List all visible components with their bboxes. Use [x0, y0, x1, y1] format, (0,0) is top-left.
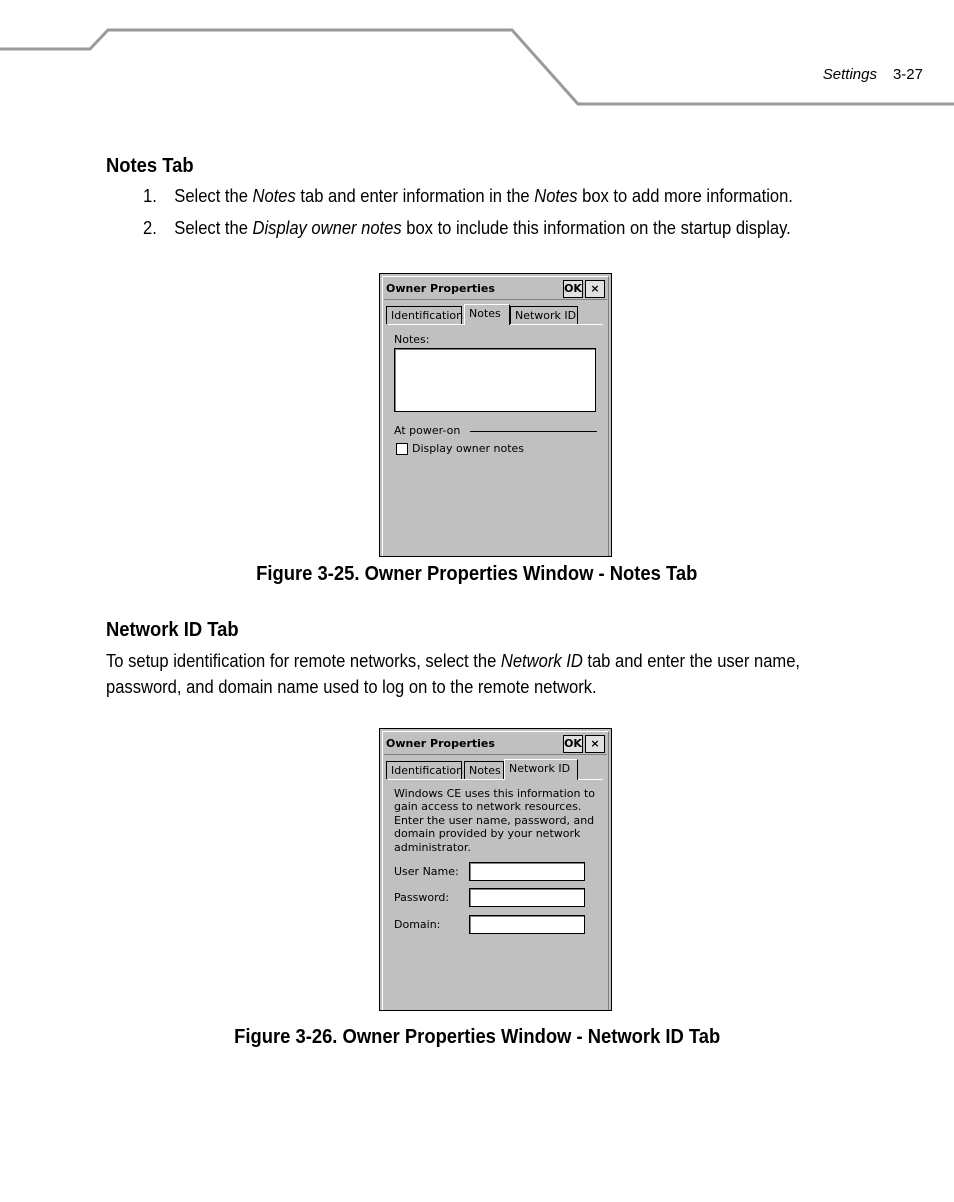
- figure-3-25-caption: Figure 3-25. Owner Properties Window - Notes Tab: [256, 563, 698, 585]
- window-title: Owner Properties: [386, 737, 495, 750]
- step-1: 1. Select the Notes tab and enter information in the Notes box to add more information.: [143, 186, 793, 206]
- tab-network-id[interactable]: Network ID: [504, 759, 578, 780]
- ok-button[interactable]: OK: [563, 735, 583, 753]
- owner-properties-window-notes: [379, 273, 612, 557]
- notes-tab-heading: Notes Tab: [106, 155, 194, 177]
- domain-input[interactable]: [469, 915, 585, 934]
- checkbox-label: Display owner notes: [412, 442, 525, 455]
- notes-textbox[interactable]: [394, 348, 596, 412]
- user-name-label: User Name:: [394, 865, 459, 878]
- section-name: Settings: [822, 66, 877, 83]
- user-name-input[interactable]: [469, 862, 585, 881]
- notes-label: Notes:: [394, 333, 430, 346]
- owner-properties-window-network-id: [379, 728, 612, 1011]
- info-text: Windows CE uses this information to gain access to network resources. Enter the user name, password, and domain provided by your network administrator.: [394, 787, 596, 854]
- title-bar: [384, 278, 607, 300]
- tab-network-id[interactable]: Network ID: [510, 306, 578, 324]
- domain-label: Domain:: [394, 918, 441, 931]
- tab-notes[interactable]: Notes: [464, 761, 504, 779]
- step-2: 2. Select the Display owner notes box to include this information on the startup display.: [143, 218, 791, 238]
- network-paragraph: To setup identification for remote networks, select the Network ID tab and enter the user name, password, and domain name used to log on to the remote network.: [106, 651, 801, 697]
- tab-identification[interactable]: Identification: [386, 306, 462, 324]
- network-id-tab-heading: Network ID Tab: [106, 619, 239, 641]
- tab-notes[interactable]: Notes: [464, 304, 510, 325]
- window-title: Owner Properties: [386, 282, 495, 295]
- group-label: At power-on: [394, 424, 461, 437]
- tab-identification[interactable]: Identification: [386, 761, 462, 779]
- password-label: Password:: [394, 891, 450, 904]
- running-header: [823, 66, 923, 83]
- ok-button[interactable]: OK: [563, 280, 583, 298]
- page-number: 3-27: [892, 66, 923, 83]
- close-button[interactable]: ×: [585, 280, 605, 298]
- group-divider: [470, 431, 597, 432]
- title-bar: [384, 733, 607, 755]
- password-input[interactable]: [469, 888, 585, 907]
- close-button[interactable]: ×: [585, 735, 605, 753]
- display-owner-notes-checkbox[interactable]: [396, 443, 408, 455]
- figure-3-26-caption: Figure 3-26. Owner Properties Window - Network ID Tab: [233, 1026, 721, 1048]
- header-rule: [0, 0, 954, 110]
